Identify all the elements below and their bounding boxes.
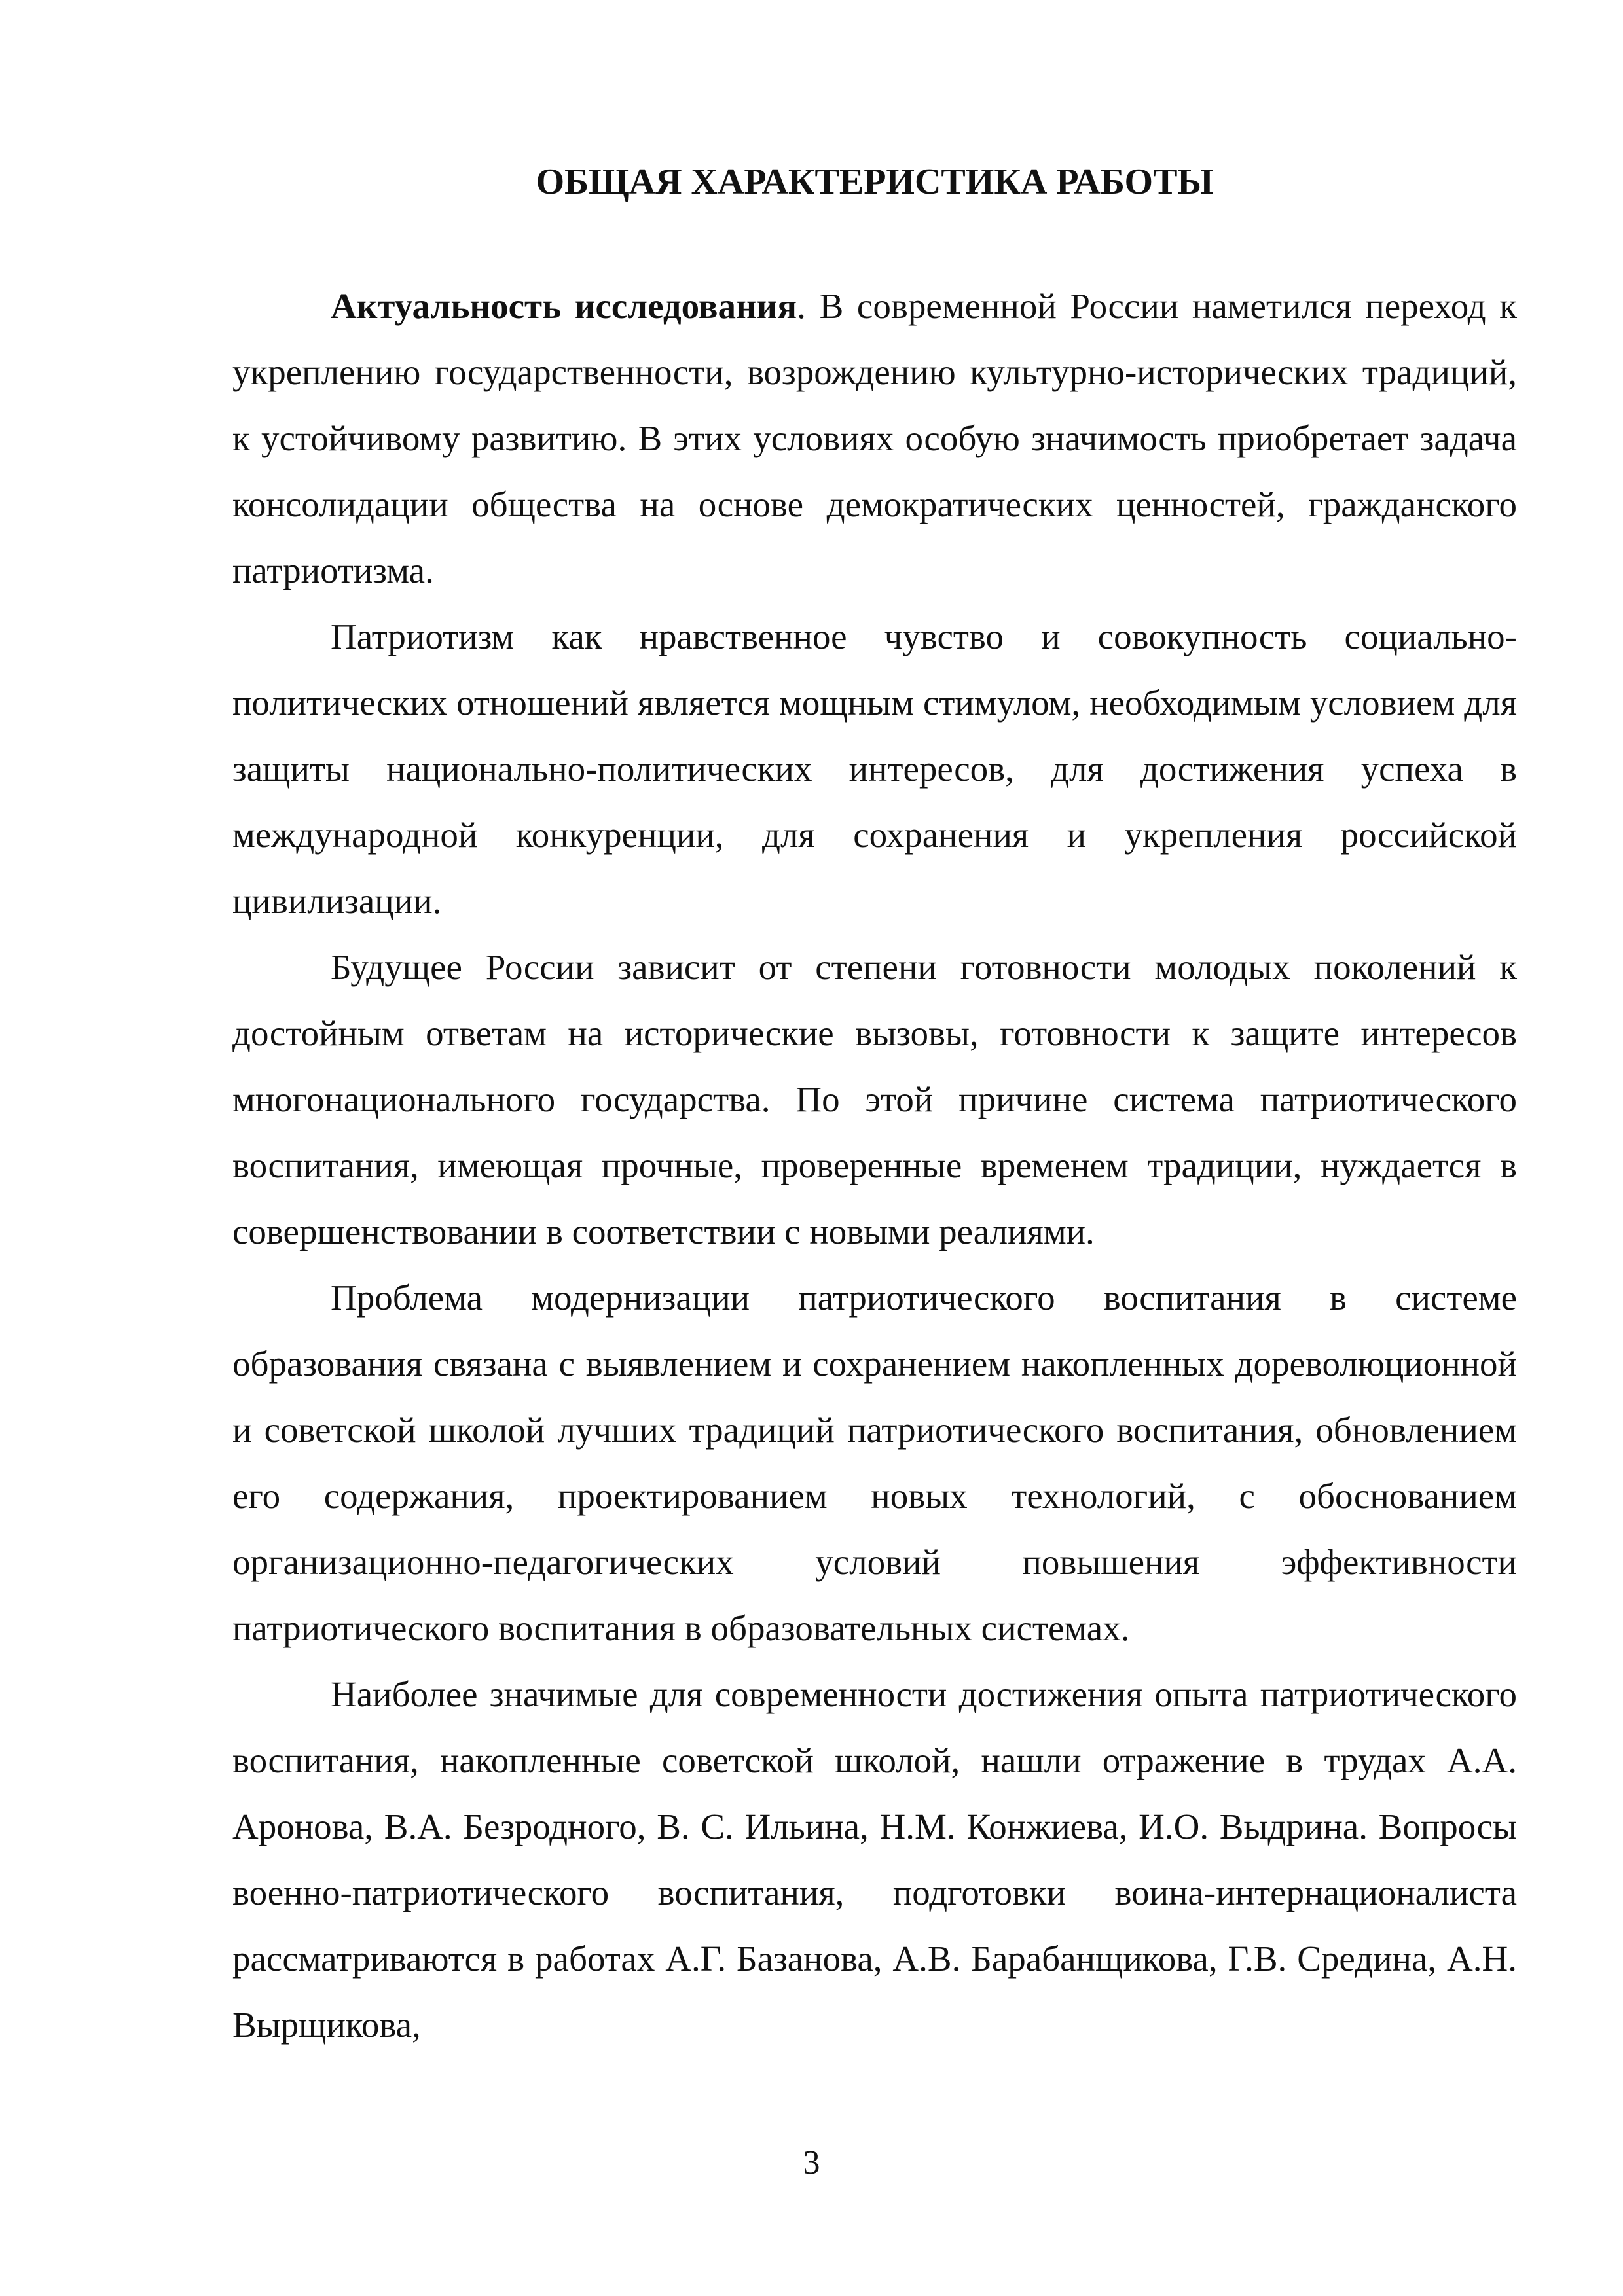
paragraph-patriotism: Патриотизм как нравственное чувство и совокупность социально-политических отношений является мощным стимулом, необходимым условием для защиты национально-политических интересов, для достижения успеха в международной конкуренции, для сохранения и укрепления российской цивилизации.: [232, 617, 1517, 921]
body-text: [232, 273, 1517, 2058]
relevance-text: . В современной России наметился переход к укреплению государственности, возрождению культурно-исторических традиций, к устойчивому развитию. В этих условиях особую значимость приобретает задача консолидации общества на основе демократических ценностей, гражданского патриотизма.: [232, 286, 1517, 590]
page-title: ОБЩАЯ ХАРАКТЕРИСТИКА РАБОТЫ: [536, 162, 1214, 202]
paragraph-achievements: Наиболее значимые для современности достижения опыта патриотического воспитания, накопленные советской школой, нашли отражение в трудах А.А. Аронова, В.А. Безродного, В. С. Ильина, Н.М. Конжиева, И.О. Выдрина. Вопросы военно-патриотического воспитания, подготовки воина-интернационалиста рассматриваются в работах А.Г. Базанова, А.В. Барабанщикова, Г.В. Средина, А.Н. Вырщикова,: [232, 1674, 1517, 2045]
page-number: 3: [803, 2144, 820, 2181]
relevance-heading: Актуальность исследования: [331, 286, 797, 326]
paragraph-relevance: [232, 273, 1517, 603]
paragraph-modernization: Проблема модернизации патриотического воспитания в системе образования связана с выявлением и сохранением накопленных дореволюционной и советской школой лучших традиций патриотического воспитания, обновлением его содержания, проектированием новых технологий, с обоснованием организационно-педагогических условий повышения эффективности патриотического воспитания в образовательных системах.: [232, 1278, 1517, 1648]
paragraph-future: Будущее России зависит от степени готовности молодых поколений к достойным ответам на исторические вызовы, готовности к защите интересов многонационального государства. По этой причине система патриотического воспитания, имеющая прочные, проверенные временем традиции, нуждается в совершенствовании в соответствии с новыми реалиями.: [232, 947, 1517, 1251]
